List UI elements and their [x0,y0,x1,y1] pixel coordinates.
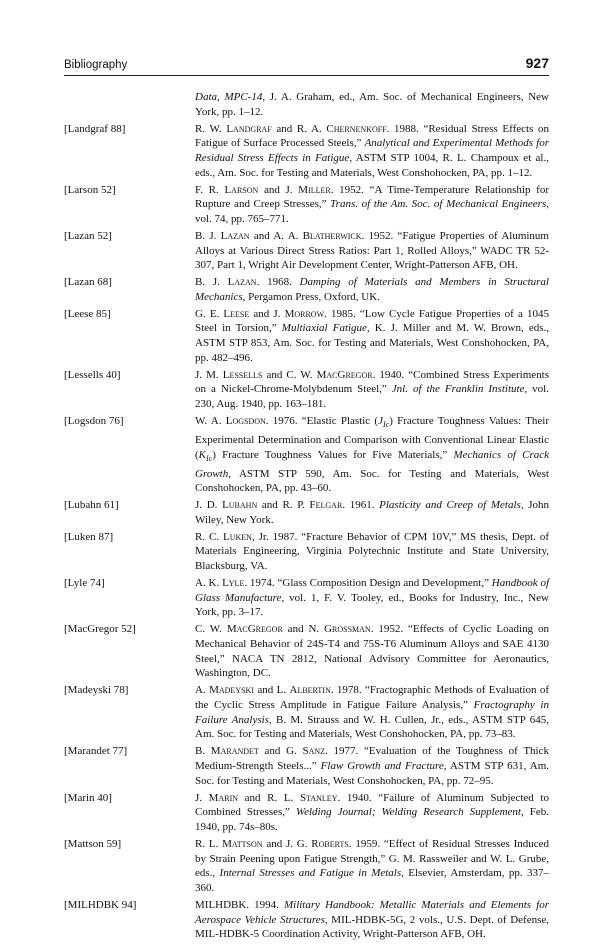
reference-segment: , ASTM STP 1004, R. L. Champoux et al., eds., Am. Soc. for Testing and Materials, West Conshohocken, PA, pp. 1–12. [195,152,549,179]
reference-text [195,307,549,366]
reference-segment: . 1961. [342,499,380,512]
reference-segment: B. J. [195,276,228,289]
reference-segment: R. C. [195,530,223,543]
reference-segment: Grossman [324,623,371,636]
reference-segment: . 1940. “Failure of Aluminum Subjected to Combined Stresses,” [195,791,549,819]
reference-segment: , Jr. 1987. “Fracture Behavior of CPM 10V,” MS thesis, Dept. of Materials Engineering, Virginia Polytechnic Institute and State University, Blacksburg, VA. [195,530,549,573]
bibliography-entry [64,414,549,496]
reference-segment: . 1940. “Combined Stress Experiments on a Nickel-Chrome-Molybdenum Steel,” [195,368,549,396]
reference-text [195,898,549,942]
reference-segment: , Elsevier, Amsterdam, pp. 337–360. [195,867,549,895]
reference-segment: Larson [224,183,259,196]
reference-segment: and N. [282,623,325,636]
bibliography-entry [64,307,549,366]
reference-segment: Luken [223,530,252,543]
reference-segment: ) Fracture Toughness Values: Their Experimental Determination and Comparison with Conventional Linear Elastic ( [195,415,550,461]
reference-segment: Marandet [210,745,259,758]
citation-key: [Landgraf 88] [64,122,126,135]
bibliography-entry [64,683,549,742]
reference-segment: R. W. [195,122,227,135]
reference-segment: Blatherwick [302,229,362,242]
reference-segment: . 1985. “Low Cycle Fatigue Properties of a 1045 Steel in Torsion,” [195,307,549,335]
reference-segment: , Pergamon Press, Oxford, UK. [242,290,380,303]
reference-segment: and L. [253,684,290,697]
bibliography-entry [64,498,549,527]
reference-segment: Leese [223,307,250,320]
reference-segment: Internal Stresses and Fatigue in Metals [219,867,402,880]
reference-segment: , K. J. Miller and M. W. Brown, eds., ASTM STP 853, Am. Soc. for Testing and Materials, West Conshohocken, PA, pp. 482–496. [195,322,549,364]
page-number: 927 [525,55,549,71]
reference-segment: . 1952. “Effects of Cyclic Loading on Mechanical Behavior of 24S-T4 and 75S-T6 Aluminum Alloys and SAE 4130 Steel,” NACA TN 2812, National Advisory Committee for Aeronautics, Washington, DC. [195,623,549,680]
reference-segment: G. E. [195,307,224,320]
reference-segment: and G. [258,745,303,758]
reference-segment: ) Fracture Toughness Values for Five Materials,” [212,448,454,461]
section-title: Bibliography [64,59,128,71]
reference-text [195,414,549,496]
reference-text [195,498,549,527]
reference-text [195,183,549,227]
reference-text [195,90,549,119]
reference-segment: F. R. [195,183,225,196]
citation-key: [Luken 87] [64,530,114,543]
reference-segment: Lazan [220,229,250,242]
bibliography-entry [64,368,549,412]
reference-segment: Lazan [227,276,257,289]
reference-segment: B. J. [195,229,221,242]
reference-segment: Marin [208,791,239,804]
reference-segment: MacGregor [316,368,373,381]
reference-segment: and A. A. [249,229,303,242]
reference-segment: Damping of Materials and Members in Structural Mechanics [195,276,549,303]
bibliography-entry [64,530,549,574]
reference-segment: and C. W. [262,368,317,381]
reference-segment: Jnl. of the Franklin Institute [391,383,525,396]
citation-key: [MacGregor 52] [64,623,136,636]
reference-segment: , Feb. 1940, pp. 74s–80s. [195,806,549,834]
reference-segment: and J. G. [262,837,312,850]
reference-segment: Multiaxial Fatigue [281,322,367,335]
reference-segment: Trans. of the Am. Soc. of Mechanical Engineers [330,198,547,211]
reference-segment: and J. [249,307,285,320]
reference-segment: . 1959. “Effect of Residual Stresses Induced by Strain Peening upon Fatigue Strength,” G. M. Rassweiler and W. L. Grube, eds., [195,837,550,880]
reference-segment: , vol. 74, pp. 765–771. [195,198,549,225]
reference-text [195,837,549,896]
reference-segment: , ASTM STP 631, Am. Soc. for Testing and Materials, West Conshohocken, PA, pp. 72–95. [195,760,549,787]
reference-segment: B. [195,745,211,758]
reference-segment: R. L. [195,837,223,850]
reference-segment: Welding Journal; Welding Research Supplement [295,806,521,819]
citation-key: [Madeyski 78] [64,684,129,697]
reference-segment: . 1988. “Residual Stress Effects on Fatigue of Surface Processed Steels,” [195,122,550,150]
bibliography-list [64,90,549,944]
reference-segment: , vol. 230, Aug. 1940, pp. 163–181. [195,383,549,411]
reference-segment: , B. M. Strauss and W. H. Cullen, Jr., eds., ASTM STP 645, Am. Soc. for Testing and Materials, West Conshohocken, PA, pp. 73–83. [195,713,549,741]
citation-key: [Logsdon 76] [64,415,124,428]
reference-segment: Fractography in Failure Analysis [195,699,549,726]
bibliography-entry [64,229,549,273]
reference-segment: Military Handbook: Metallic Materials and Elements for Aerospace Vehicle Structures [195,898,549,926]
reference-segment: . 1978. “Fractographic Methods of Evaluation of the Cyclic Stress Amplitude in Fatigue Failure Analysis,” [195,684,550,712]
reference-segment: . 1974. “Glass Composition Design and Development,” [244,577,492,590]
reference-segment: and R. A. [271,122,327,135]
reference-text [195,530,549,574]
reference-segment: , J. A. Graham, ed., Am. Soc. of Mechanical Engineers, New York, pp. 1–12. [195,91,549,118]
reference-segment: A. K. [195,577,223,590]
bibliography-entry [64,90,549,119]
reference-segment: J [378,415,383,428]
bibliography-entry [64,122,549,181]
reference-segment: A. [195,684,210,697]
reference-segment: and R. L. [238,791,300,804]
reference-segment: Data, MPC-14 [195,91,263,103]
reference-segment: Lessells [222,368,263,381]
citation-key: [Lazan 68] [64,276,112,289]
reference-segment: Morrow [284,307,325,320]
reference-segment: , John Wiley, New York. [195,499,550,526]
citation-key: [Marin 40] [64,791,112,804]
reference-segment: Analytical and Experimental Methods for Residual Stress Effects in Fatigue [195,137,550,164]
reference-segment: Handbook of Glass Manufacture [195,577,549,604]
bibliography-entry [64,576,549,620]
citation-key: [Lessells 40] [64,368,121,381]
reference-segment: . 1952. “A Time-Temperature Relationship for Rupture and Creep Stresses,” [195,183,549,211]
reference-segment: Stanley [300,791,338,804]
reference-segment: Chernenkoff [326,122,387,135]
reference-text [195,368,549,412]
reference-segment: and J. [258,183,299,196]
reference-segment: MILHDBK. 1994. [195,898,284,911]
reference-segment: Albertin [289,684,331,697]
reference-segment: Lubahn [222,499,258,512]
reference-segment: , ASTM STP 590, Am. Soc. for Testing and Materials, West Conshohocken, PA, pp. 43–60. [195,467,549,495]
reference-segment: Roberts [311,837,349,850]
reference-segment: , vol. 1, F. V. Tooley, ed., Books for Industry, Inc., New York, pp. 3–17. [195,591,550,619]
reference-text [195,622,549,681]
reference-segment: Mechanics of Crack Growth [195,448,549,480]
reference-segment: J. D. [195,499,223,512]
bibliography-entry [64,275,549,304]
reference-segment: Ic [382,420,390,430]
citation-key: [Mattson 59] [64,837,122,850]
bibliography-entry [64,898,549,942]
reference-segment: and R. P. [257,499,310,512]
reference-segment: . 1977. “Evaluation of the Toughness of Thick Medium-Strength Steels...” [195,745,549,773]
reference-segment: , MIL-HDBK-5G, 2 vols., U.S. Dept. of Defense, MIL-HDBK-5 Coordination Activity, Wright-Patterson AFB, OH. [195,913,549,941]
bibliography-entry [64,622,549,681]
reference-segment: C. W. [195,623,227,636]
reference-segment: Lyle [222,577,245,590]
reference-segment: Landgraf [226,122,272,135]
bibliography-entry [64,183,549,227]
bibliography-entry [64,744,549,788]
reference-text [195,744,549,788]
reference-segment: Sanz [302,745,326,758]
citation-key: [Leese 85] [64,307,111,320]
reference-text [195,229,549,273]
reference-segment: W. A. [195,415,226,428]
reference-segment: MacGregor [226,623,283,636]
citation-key: [Lubahn 61] [64,499,119,512]
reference-segment: . 1976. “Elastic Plastic ( [265,415,379,428]
reference-segment: Felgar [309,499,343,512]
running-head [64,54,549,76]
reference-text [195,683,549,742]
citation-key: [MILHDBK 94] [64,898,137,911]
citation-key: [Marandet 77] [64,745,128,758]
citation-key: [Larson 52] [64,183,116,196]
reference-segment: Ic [206,453,213,463]
reference-segment: Logsdon [225,415,266,428]
reference-segment: Flaw Growth and Fracture [320,760,444,773]
reference-text [195,576,549,620]
bibliography-entry [64,791,549,835]
reference-segment: Madeyski [209,684,254,697]
reference-segment: Plasticity and Creep of Metals [379,499,521,512]
reference-segment: . 1968. [256,276,300,289]
reference-segment: Mattson [222,837,263,850]
bibliography-entry [64,837,549,896]
citation-key: [Lazan 52] [64,229,112,242]
reference-text [195,122,549,181]
reference-segment: Miller [298,183,331,196]
reference-text [195,275,549,304]
reference-text [195,791,549,835]
citation-key: [Lyle 74] [64,577,105,590]
reference-segment: J. [195,791,209,804]
reference-segment: K [198,448,207,461]
reference-segment: . 1952. “Fatigue Properties of Aluminum Alloys at Various Direct Stress Ratios: Part 1, Rolled Alloys,” WADC TR 52-307, Part 1, Wright Air Development Center, Wright-Patterson AFB, OH. [195,229,549,272]
reference-segment: J. M. [195,368,223,381]
